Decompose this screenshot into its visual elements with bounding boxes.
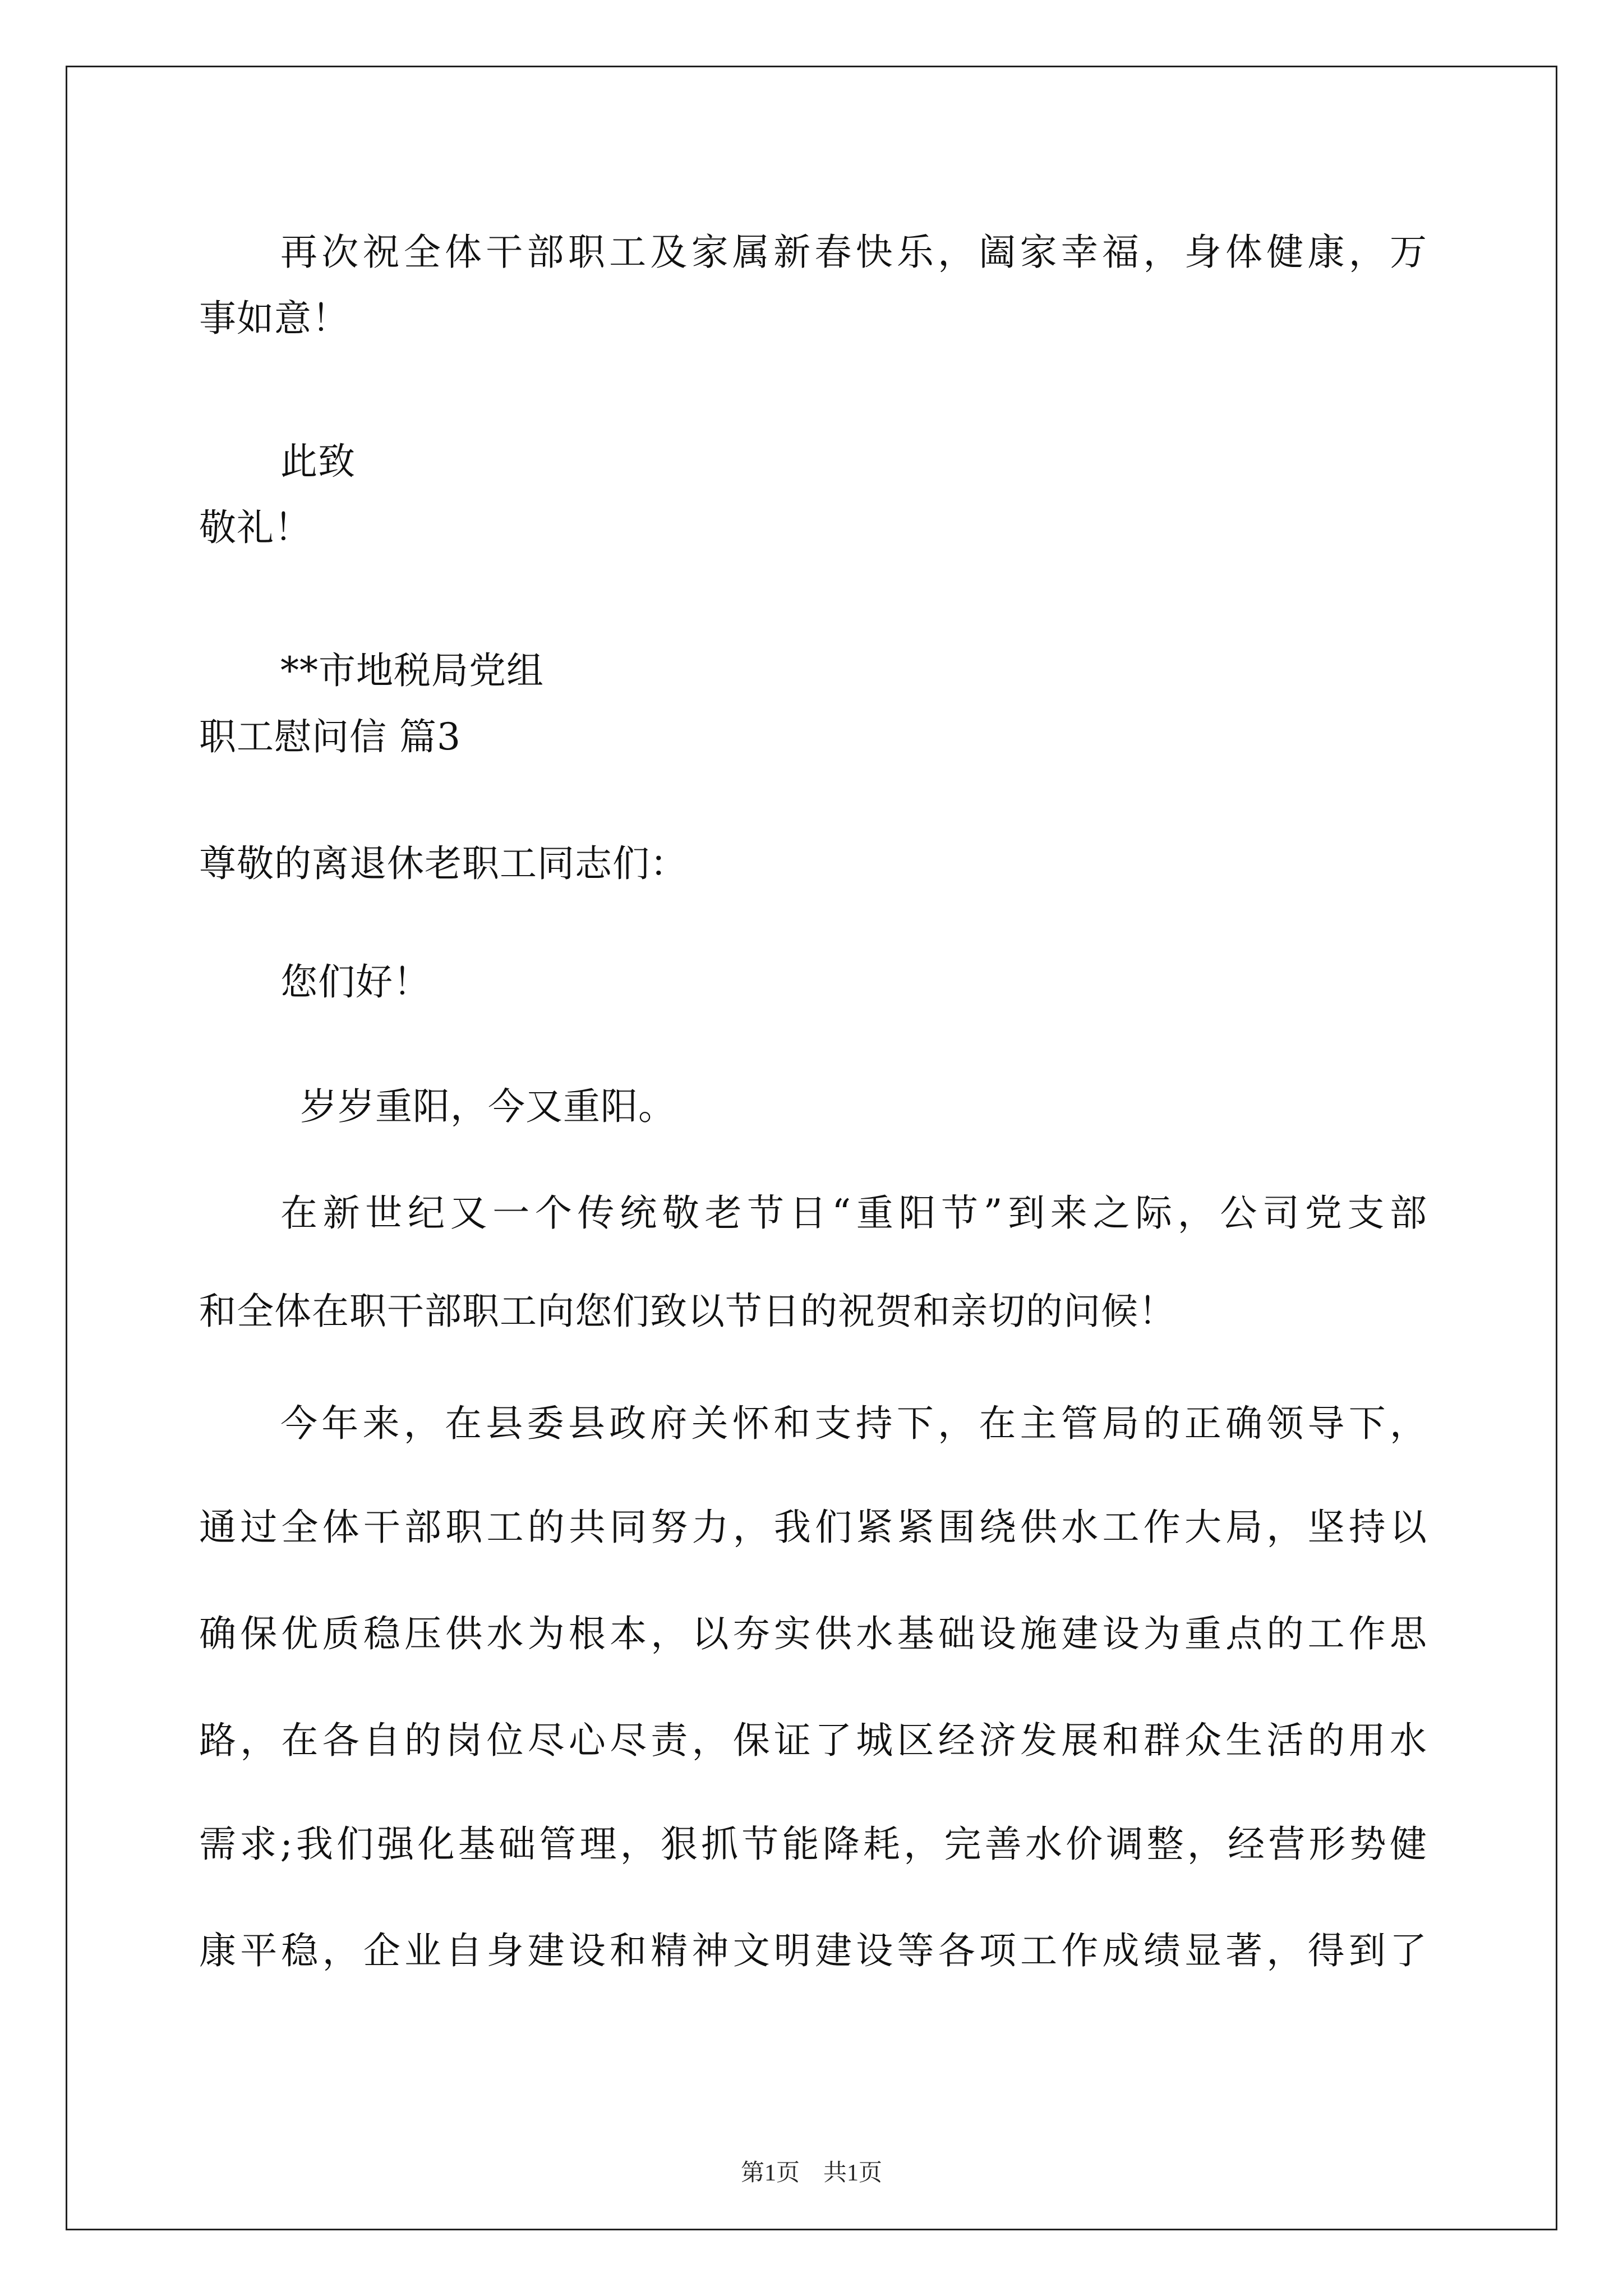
paragraph-line: 通过全体干部职工的共同努力，我们紧紧围绕供水工作大局，坚持以: [199, 1506, 1427, 1549]
closing-line: 敬礼！: [199, 506, 312, 549]
salutation-line: 此致: [280, 440, 356, 483]
signature-line: **市地税局党组: [280, 649, 544, 692]
paragraph-line: 路，在各自的岗位尽心尽责，保证了城区经济发展和群众生活的用水: [199, 1719, 1427, 1762]
paragraph-line: 岁岁重阳，今又重阳。: [300, 1085, 676, 1128]
paragraph-line: 再次祝全体干部职工及家属新春快乐，阖家幸福，身体健康，万: [280, 231, 1427, 274]
paragraph-line: 事如意！: [199, 297, 349, 340]
page-number-footer: 第1页 共1页: [740, 2160, 882, 2186]
section-heading: 职工慰问信 篇3: [199, 715, 461, 758]
paragraph-line: 今年来，在县委县政府关怀和支持下，在主管局的正确领导下，: [280, 1402, 1427, 1445]
page-border: [66, 66, 1557, 2230]
paragraph-line: 在新世纪又一个传统敬老节日“重阳节”到来之际，公司党支部: [280, 1191, 1427, 1235]
greeting-line: 尊敬的离退休老职工同志们：: [199, 842, 688, 885]
paragraph-line: 康平稳，企业自身建设和精神文明建设等各项工作成绩显著，得到了: [199, 1929, 1427, 1972]
paragraph-line: 确保优质稳压供水为根本，以夯实供水基础设施建设为重点的工作思: [199, 1612, 1427, 1655]
paragraph-line: 需求;我们强化基础管理，狠抓节能降耗，完善水价调整，经营形势健: [199, 1823, 1427, 1866]
paragraph-line: 和全体在职干部职工向您们致以节日的祝贺和亲切的问候！: [199, 1290, 1176, 1333]
greeting-line: 您们好！: [280, 960, 431, 1004]
